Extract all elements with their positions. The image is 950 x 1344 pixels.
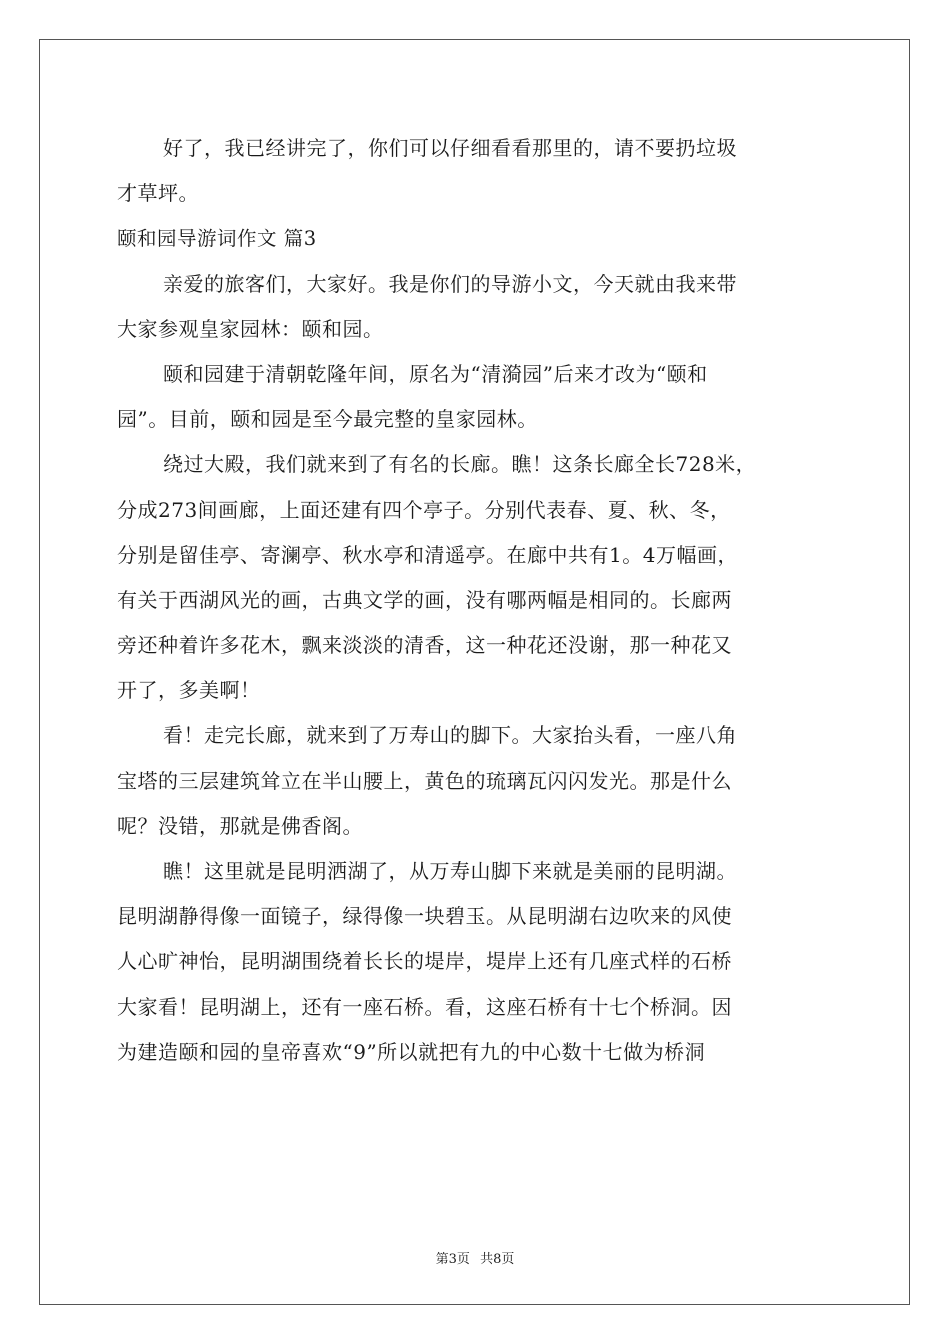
current-page-number: 第3页 — [435, 1252, 470, 1267]
text-line: 大家看！昆明湖上，还有一座石桥。看，这座石桥有十七个桥洞。因 — [117, 994, 732, 1019]
text-line: 分别是留佳亭、寄澜亭、秋水亭和清遥亭。在廊中共有1。4万幅画， — [117, 542, 738, 567]
text-line: 昆明湖静得像一面镜子，绿得像一块碧玉。从昆明湖右边吹来的风使 — [117, 904, 732, 929]
text-line: 瞧！这里就是昆明洒湖了，从万寿山脚下来就是美丽的昆明湖。 — [163, 859, 737, 883]
text-line: 宝塔的三层建筑耸立在半山腰上，黄色的琉璃瓦闪闪发光。那是什么 — [117, 768, 732, 793]
text-line: 园”。目前，颐和园是至今最完整的皇家园林。 — [117, 407, 538, 432]
text-line: 分成273间画廊，上面还建有四个亭子。分别代表春、夏、秋、冬， — [117, 497, 731, 522]
text-line: 看！走完长廊，就来到了万寿山的脚下。大家抬头看，一座八角 — [163, 723, 737, 748]
page-footer — [0, 1248, 950, 1267]
text-line: 有关于西湖风光的画，古典文学的画，没有哪两幅是相同的。长廊两 — [117, 587, 732, 612]
text-line: 为建造颐和园的皇帝喜欢“9”所以就把有九的中心数十七做为桥洞 — [117, 1039, 706, 1064]
section-heading: 颐和园导游词作文 篇3 — [117, 227, 317, 251]
text-line: 绕过大殿，我们就来到了有名的长廊。瞧！这条长廊全长728米， — [163, 452, 757, 477]
text-line: 大家参观皇家园林：颐和园。 — [117, 316, 384, 341]
text-line: 才草坪。 — [117, 181, 199, 206]
text-line: 亲爱的旅客们，大家好。我是你们的导游小文，今天就由我来带 — [163, 271, 737, 296]
text-line: 旁还种着许多花木，飘来淡淡的清香，这一种花还没谢，那一种花又 — [117, 633, 732, 658]
text-line: 好了，我已经讲完了，你们可以仔细看看那里的，请不要扔垃圾 — [163, 136, 737, 160]
document-body — [117, 126, 837, 1075]
text-line: 开了，多美啊！ — [117, 678, 261, 703]
text-line: 颐和园建于清朝乾隆年间，原名为“清漪园”后来才改为“颐和 — [163, 361, 708, 386]
text-line: 人心旷神怡，昆明湖围绕着长长的堤岸，堤岸上还有几座式样的石桥 — [117, 949, 732, 974]
total-page-count: 共8页 — [480, 1252, 515, 1267]
text-line: 呢？没错，那就是佛香阁。 — [117, 813, 363, 838]
